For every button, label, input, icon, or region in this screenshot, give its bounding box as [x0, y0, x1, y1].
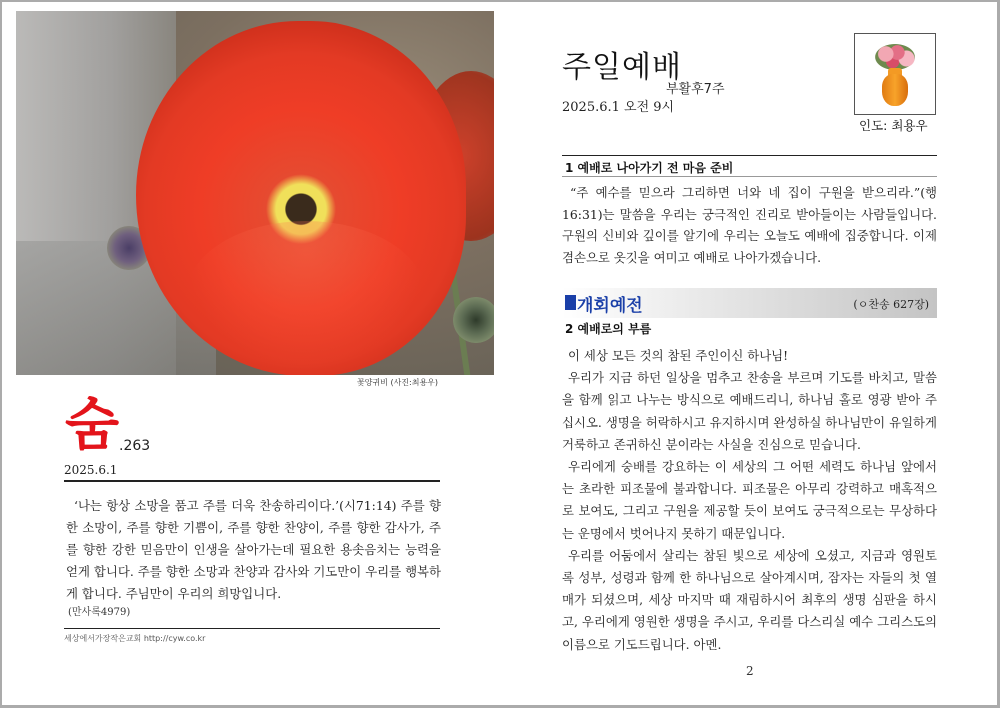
service-datetime: 2025.6.1 오전 9시: [562, 100, 675, 115]
page-title: 주일예배: [562, 50, 682, 85]
page-subtitle: 부활후7주: [666, 82, 725, 97]
document-spread: [2, 2, 997, 705]
section2-paragraph: 우리를 어둠에서 살리는 참된 빛으로 세상에 오셨고, 지금과 영원토록 성부, 성령과 함께 한 하나님으로 살아계시며, 잠자는 자들의 첫 열매가 되셨으며, 세상 마지막 때 재림하시어 최후의 생명 심판을 하시고, 우리에게 영원한 생명을 주시고, 우리를 다스리실 예수 그리스도의 이름으로 기도드립니다. 아멘.: [562, 547, 937, 652]
meditation-paragraph: ‘나는 항상 소망을 품고 주를 더욱 찬송하리이다.’(시71:14) 주를 향한 소망이, 주를 향한 기쁨이, 주를 향한 찬양이, 주를 향한 감사가, 주를 향한 강한 믿음만이 인생을 살아가는데 필요한 용솟음치는 능력을 얻게 합니다. 주를 향한 소망과 찬양과 감사와 기도만이 우리를 행복하게 합니다. 주님만이 우리의 희망입니다.: [66, 498, 441, 601]
masthead-title: 숨: [65, 393, 120, 458]
section2-paragraph: 우리에게 숭배를 강요하는 이 세상의 그 어떤 세력도 하나님 앞에서는 초라한 피조물에 불과합니다. 피조물은 아무리 강력하고 매혹적으로 보여도, 그리고 구원을 제공할 듯이 보여도 궁극적으로는 무상하다는 운명에서 벗어나지 못하기 때문입니다.: [562, 459, 937, 541]
section2-heading: 2 예배로의 부름: [565, 322, 652, 336]
vase-body: [882, 74, 908, 106]
page-number: 2: [746, 664, 754, 678]
banner-square-icon: [565, 295, 576, 310]
section2-paragraph: 우리가 지금 하던 일상을 멈추고 찬송을 부르며 기도를 바치고, 말씀을 함께 읽고 나누는 방식으로 예배드리니, 하나님 홀로 영광 받아 주십시오. 생명을 허락하시고 유지하시며 완성하실 하나님만이 유일하게 거룩하고 존귀하신 분이라는 사실을 진심으로 믿습니다.: [562, 370, 937, 452]
section1-rule-bottom: [562, 176, 937, 177]
worship-leader: 인도: 최용우: [859, 118, 928, 133]
banner-label: 개회예전: [577, 296, 643, 316]
footer-credit: 세상에서가장작은교회 http://cyw.co.kr: [64, 634, 206, 643]
meditation-reference: (만사록4979): [68, 607, 131, 618]
section2-paragraph: 이 세상 모든 것의 참된 주인이신 하나님!: [568, 348, 789, 363]
photo-bud-right: [453, 297, 494, 343]
section1-rule-top: [562, 155, 937, 156]
flower-vase-image: [854, 33, 936, 115]
poppy-photo: [16, 11, 494, 375]
left-divider-top: [64, 480, 440, 482]
issue-number: .263: [119, 438, 151, 454]
section1-text: [562, 182, 937, 268]
banner-hymn: (ㅇ찬송 627장): [853, 298, 929, 311]
left-divider-bottom: [64, 628, 440, 629]
left-date: 2025.6.1: [64, 463, 118, 477]
photo-poppy-highlight: [186, 221, 426, 371]
section2-text: [562, 345, 937, 656]
section1-paragraph: “주 예수를 믿으라 그리하면 너와 네 집이 구원을 받으리라.”(행16:31)는 말씀을 우리는 궁극적인 진리로 받아들이는 사람들입니다. 구원의 신비와 깊이를 알기에 우리는 오늘도 예배에 집중합니다. 이제 겸손으로 옷깃을 여미고 예배로 나아가겠습니다.: [562, 185, 937, 265]
section-banner: [562, 288, 937, 318]
photo-caption: 꽃양귀비 (사진:최용우): [357, 378, 439, 387]
section1-heading: 1 예배로 나아가기 전 마음 준비: [565, 161, 734, 175]
meditation-text: [66, 495, 441, 605]
